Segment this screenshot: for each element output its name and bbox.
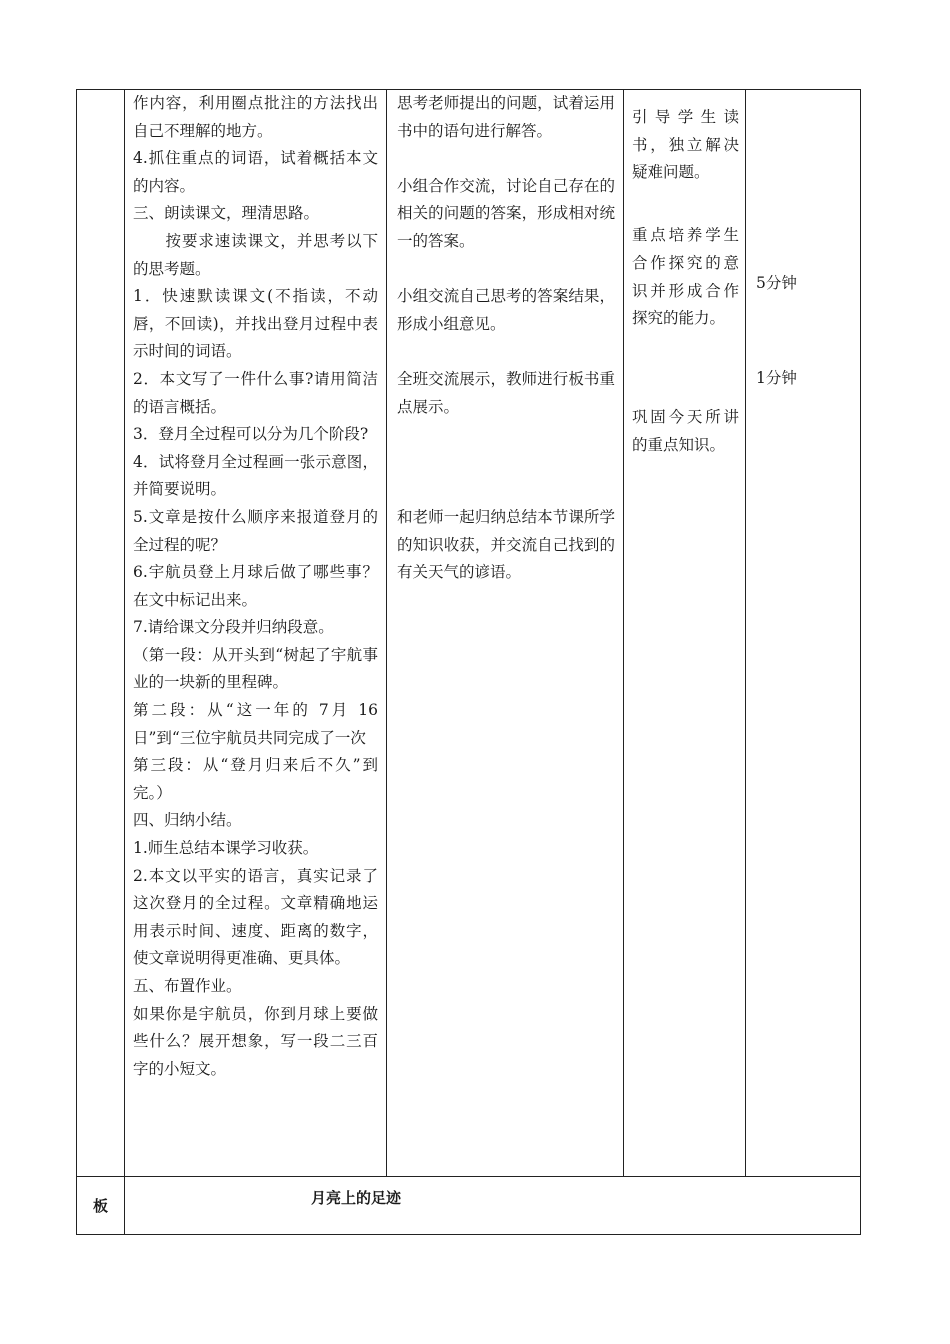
activity-line: 四、归纳小结。 — [133, 811, 242, 830]
design-intent-block: 引导学生读书，独立解决疑难问题。 — [632, 108, 739, 182]
activity-line: 7.请给课文分段并归纳段意。 — [133, 618, 334, 637]
board-label: 板 — [77, 1177, 125, 1235]
student-activity-block: 全班交流展示，教师进行板书重点展示。 — [397, 369, 615, 416]
student-activity-block: 和老师一起归纳总结本节课所学的知识收获，并交流自己找到的有关天气的谚语。 — [397, 507, 615, 582]
activity-line: 第二段：从“这一年的 7月 16日”到“三位宇航员共同完成了一次 — [133, 701, 378, 747]
board-design-row — [77, 1177, 861, 1235]
activity-line: 4.抓住重点的词语，试着概括本文的内容。 — [133, 149, 378, 195]
board-title: 月亮上的足迹 — [125, 1177, 861, 1235]
student-activity-block: 小组合作交流，讨论自己存在的相关的问题的答案，形成相对统一的答案。 — [397, 176, 615, 250]
activity-line: 3．登月全过程可以分为几个阶段? — [133, 425, 369, 444]
activity-line: 三、朗读课文，理清思路。 — [133, 204, 320, 223]
design-intent-cell — [624, 90, 746, 1177]
design-intent-block: 巩固今天所讲的重点知识。 — [632, 407, 739, 454]
activity-line: 4．试将登月全过程画一张示意图，并简要说明。 — [133, 452, 378, 499]
activity-line: 1.师生总结本课学习收获。 — [133, 839, 319, 858]
time-value: 5分钟 — [756, 274, 797, 292]
activity-line: 6.宇航员登上月球后做了哪些事？在文中标记出来。 — [133, 563, 378, 609]
activity-line: 作内容，利用圈点批注的方法找出自己不理解的地方。 — [133, 94, 378, 140]
activity-line: 1．快速默读课文(不指读，不动唇，不回读)，并找出登月过程中表示时间的词语。 — [133, 287, 378, 361]
activity-line: 五、布置作业。 — [133, 977, 242, 995]
activity-line: 按要求速读课文，并思考以下的思考题。 — [133, 231, 378, 278]
activity-line: 5.文章是按什么顺序来报道登月的全过程的呢？ — [133, 507, 378, 554]
time-value: 1分钟 — [756, 368, 797, 387]
teacher-activity-cell — [125, 90, 387, 1177]
activity-line: 如果你是宇航员，你到月球上要做些什么？展开想象，写一段二三百字的小短文。 — [133, 1004, 378, 1078]
student-activity-block: 思考老师提出的问题，试着运用书中的语句进行解答。 — [397, 94, 615, 140]
activity-line: （第一段：从开头到“树起了宇航事业的一块新的里程碑。 — [133, 645, 378, 692]
activity-line: 第三段：从“登月归来后不久”到完。） — [133, 756, 378, 802]
stage-label-cell — [77, 90, 125, 1177]
activity-line: 2.本文以平实的语言，真实记录了这次登月的全过程。文章精确地运用表示时间、速度、距离的数字，使文章说明得更准确、更具体。 — [133, 866, 378, 968]
design-intent-block: 重点培养学生合作探究的意识并形成合作探究的能力。 — [632, 226, 739, 328]
student-activity-block: 小组交流自己思考的答案结果，形成小组意见。 — [397, 287, 615, 333]
student-activity-cell — [387, 90, 624, 1177]
activity-line: 2．本文写了一件什么事?请用简洁的语言概括。 — [133, 369, 378, 416]
lesson-plan-table — [76, 89, 861, 1235]
teaching-process-row — [77, 90, 861, 1177]
time-allocation-cell — [746, 90, 861, 1177]
